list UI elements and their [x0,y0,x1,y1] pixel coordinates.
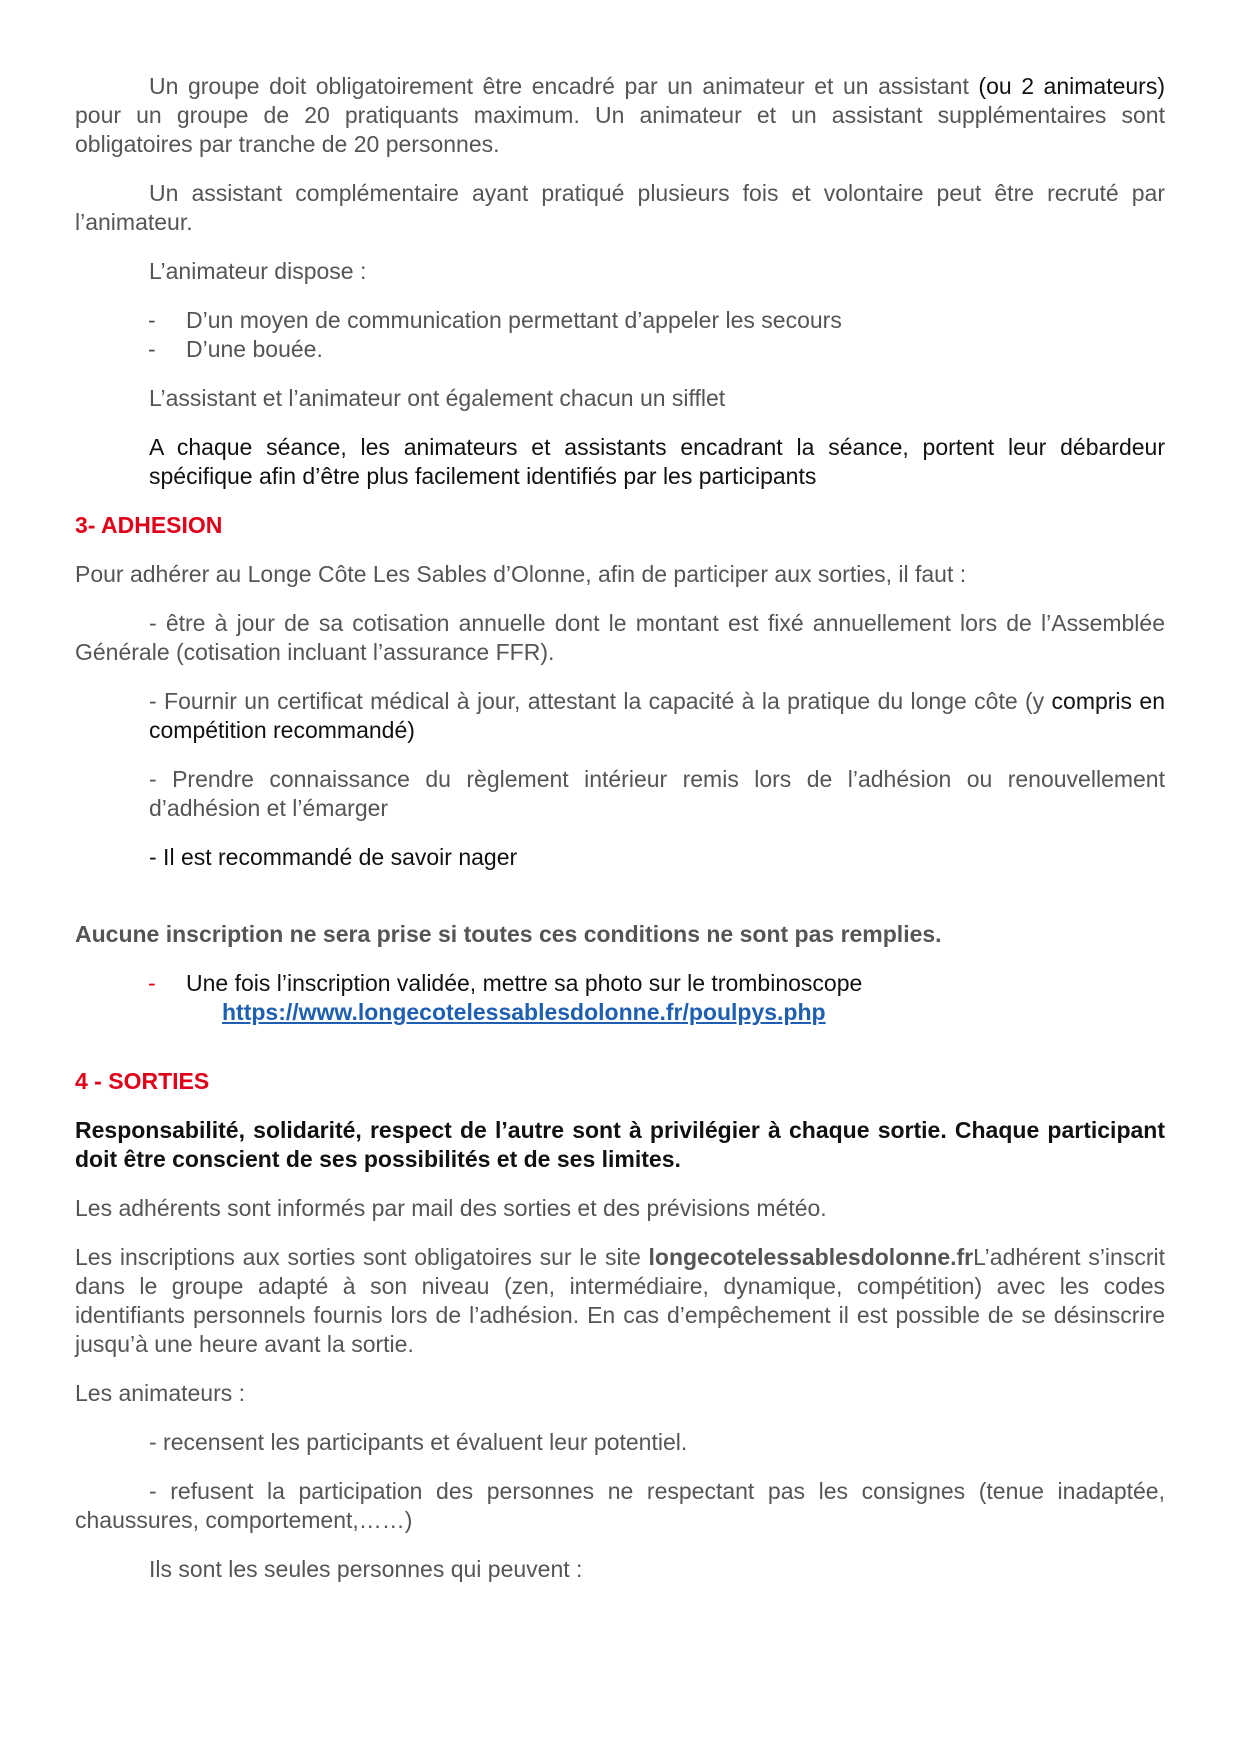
animateurs-item-recensent: - recensent les participants et évaluent leur potentiel. [149,1429,688,1455]
paragraph-animateur-dispose: L’animateur dispose : [149,258,367,284]
adhesion-condition-nager: - Il est recommandé de savoir nager [149,844,518,870]
list-item: - Une fois l’inscription validée, mettre sa photo sur le trombinoscope https://www.longecotelessablesdolonne.fr/poulpys.php [148,970,863,1025]
paragraph-assistant: Un assistant complémentaire ayant pratiqué plusieurs fois et volontaire peut être recruté par l’animateur. [75,180,1165,235]
photo-list [75,969,1165,1027]
paragraph-inscriptions: Les inscriptions aux sorties sont obligatoires sur le site longecotelessablesdolonne.frL’adhérent s’inscrit dans le groupe adapté à son niveau (zen, intermédiaire, dynamique, compétition) avec les codes identifiants personnels fournis lors de l’adhésion. En cas d’empêchement il est possible de se désinscrire jusqu’à une heure avant la sortie. [75,1244,1165,1357]
adhesion-warning: Aucune inscription ne sera prise si toutes ces conditions ne sont pas remplies. [75,921,942,947]
text-segment: Un groupe doit obligatoirement être encadré par un animateur et un assistant [149,73,979,99]
dash-bullet: - [148,307,156,333]
dispose-list [75,306,1165,364]
dash-bullet: - [148,970,156,996]
adhesion-condition-cotisation: - être à jour de sa cotisation annuelle dont le montant est fixé annuellement lors de l’Assemblée Générale (cotisation incluant l’assurance FFR). [75,610,1165,665]
adhesion-condition-certificat: - Fournir un certificat médical à jour, attestant la capacité à la pratique du longe côte (y compris en compétition recommandé) [149,688,1165,743]
list-item: - D’un moyen de communication permettant d’appeler les secours [148,307,842,333]
paragraph-animateurs: Les animateurs : [75,1380,246,1406]
paragraph-adhesion-intro: Pour adhérer au Longe Côte Les Sables d’Olonne, afin de participer aux sorties, il faut : [75,561,967,587]
text-segment-black: (ou 2 animateurs) [978,73,1165,99]
text-segment: pour un groupe de 20 pratiquants maximum. Un animateur et un assistant supplémentaires sont obligatoires par tranche de 20 personnes. [75,102,1165,157]
document-page [75,72,1165,1604]
paragraph-encadrement [75,72,1165,159]
paragraph-seules-personnes: Ils sont les seules personnes qui peuvent : [149,1556,583,1582]
section-heading-adhesion: 3- ADHESION [75,512,223,538]
paragraph-debardeur: A chaque séance, les animateurs et assistants encadrant la séance, portent leur débardeur spécifique afin d’être plus facilement identifiés par les participants [149,434,1165,489]
dash-bullet: - [148,336,156,362]
section-heading-sorties: 4 - SORTIES [75,1068,210,1094]
site-name: longecotelessablesdolonne.fr [648,1244,974,1270]
animateurs-item-refusent: - refusent la participation des personnes ne respectant pas les consignes (tenue inadaptée, chaussures, comportement,……) [75,1478,1165,1533]
list-item: - D’une bouée. [148,336,323,362]
adhesion-condition-reglement: - Prendre connaissance du règlement intérieur remis lors de l’adhésion ou renouvellement d’adhésion et l’émarger [149,766,1165,821]
paragraph-sifflet: L’assistant et l’animateur ont également chacun un sifflet [149,385,726,411]
trombinoscope-link[interactable]: https://www.longecotelessablesdolonne.fr/poulpys.php [222,999,826,1025]
paragraph-informes: Les adhérents sont informés par mail des sorties et des prévisions météo. [75,1195,827,1221]
paragraph-responsabilite: Responsabilité, solidarité, respect de l’autre sont à privilégier à chaque sortie. Chaque participant doit être conscient de ses possibilités et de ses limites. [75,1117,1165,1172]
